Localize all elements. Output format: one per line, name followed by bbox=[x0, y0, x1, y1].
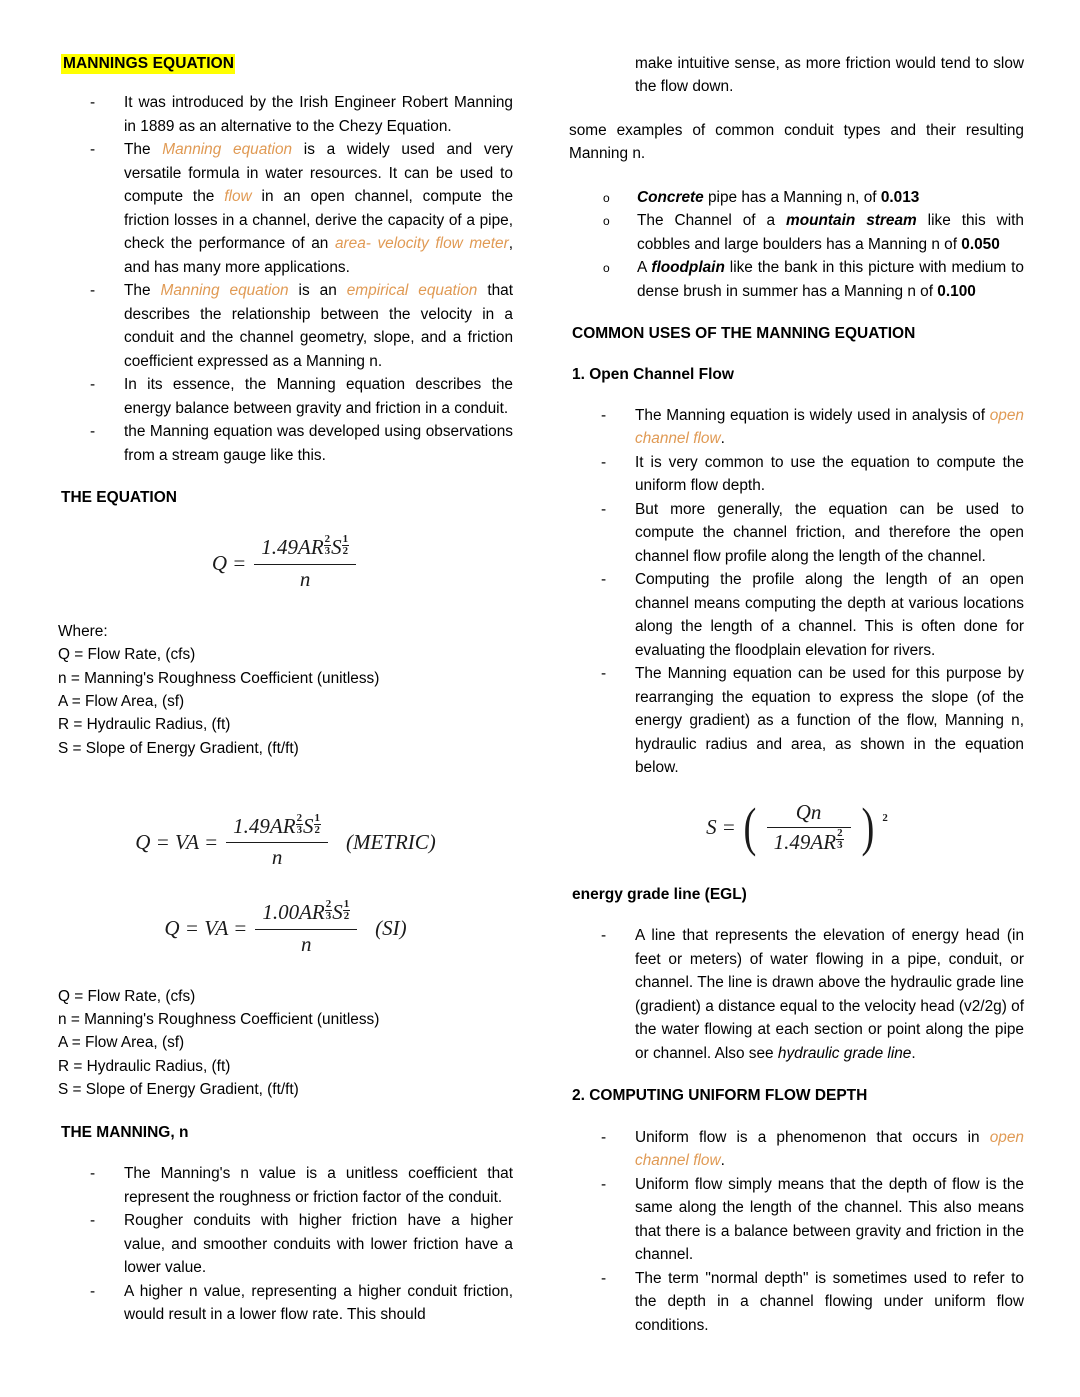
text-segment: But more generally, the equation can be used to compute the channel friction, and therefore the open channel flow profile along the length of the channel. bbox=[635, 500, 1024, 565]
where-label: Where: bbox=[58, 622, 108, 640]
definition-line: A = Flow Area, (sf) bbox=[58, 1034, 185, 1052]
si-denominator: n bbox=[301, 931, 312, 956]
bullet-marker: o bbox=[603, 261, 610, 276]
list-item bbox=[569, 498, 1024, 568]
si-r-exponent: $\frac{2}{3}$ bbox=[325, 897, 332, 922]
bullet-marker: - bbox=[90, 282, 96, 300]
text-segment: like the bank in this picture with medium to dense brush in summer has a Manning n of bbox=[637, 259, 1024, 300]
definition-line: S = Slope of Energy Gradient, (ft/ft) bbox=[58, 1081, 299, 1099]
text-segment: A higher n value, representing a higher conduit friction, would result in a lower flow rate. This should bbox=[124, 1282, 513, 1324]
text-segment: . bbox=[720, 1152, 725, 1170]
list-item bbox=[58, 1280, 513, 1327]
text-segment: 0.013 bbox=[880, 188, 920, 206]
si-equation bbox=[58, 897, 513, 956]
equation-lhs: Q bbox=[211, 551, 228, 576]
text-segment: the Manning equation was developed using observations from a stream gauge like this. bbox=[124, 423, 513, 464]
bullet-marker: - bbox=[601, 453, 607, 471]
spacer bbox=[569, 1114, 1024, 1126]
text-segment: Uniform flow is a phenomenon that occurs in bbox=[635, 1128, 990, 1146]
spacer bbox=[569, 303, 1024, 323]
list-item bbox=[58, 138, 513, 279]
common-uses-heading: COMMON USES OF THE MANNING EQUATION bbox=[572, 325, 916, 343]
si-s-exponent: $\frac{1}{2}$ bbox=[343, 897, 350, 922]
metric-denominator: n bbox=[271, 845, 283, 870]
text-segment: Manning equation bbox=[160, 282, 289, 300]
slope-fraction bbox=[767, 800, 851, 856]
bullet-marker: - bbox=[601, 1128, 607, 1146]
definition-line: A = Flow Area, (sf) bbox=[58, 692, 185, 710]
text-segment: Computing the profile along the length of an open channel means computing the depth at various locations along the length of a channel. This is often done for evaluating the floodplain elevation for rivers. bbox=[635, 571, 1024, 659]
s-var: S bbox=[331, 535, 342, 560]
left-column bbox=[58, 52, 513, 1327]
section-1-heading: 1. Open Channel Flow bbox=[572, 365, 734, 383]
si-vars: AR bbox=[299, 900, 325, 925]
text-segment: open channel flow bbox=[635, 406, 1024, 448]
si-lhs: Q = VA = bbox=[164, 916, 248, 941]
metric-s-exponent: $\frac{1}{2}$ bbox=[314, 811, 320, 836]
spacer bbox=[569, 107, 1024, 119]
spacer bbox=[58, 794, 513, 814]
bullet-marker: - bbox=[601, 927, 607, 945]
bullet-marker: - bbox=[90, 423, 96, 441]
text-segment: A line that represents the elevation of energy head (in feet or meters) of water flowing in a pipe, conduit, or channel. The line is drawn above the hydraulic grade line (gradient) a distance equal to the velocity head (v2/2g) of the water flowing at each section or point along the pipe or channel. Also see bbox=[635, 927, 1024, 1062]
text-segment: 0.050 bbox=[961, 235, 1000, 253]
text-segment: It was introduced by the Irish Engineer Robert Manning in 1889 as an alternative to the Chezy Equation. bbox=[124, 94, 513, 135]
spacer bbox=[569, 174, 1024, 186]
definition-line: R = Hydraulic Radius, (ft) bbox=[58, 716, 231, 734]
equation-numerator bbox=[254, 532, 356, 563]
si-s-var: S bbox=[332, 900, 343, 925]
spacer bbox=[569, 780, 1024, 800]
text-segment: empirical equation bbox=[346, 282, 478, 300]
text-segment: Rougher conduits with higher friction have a higher value, and smoother conduits with lower friction have a lower value. bbox=[124, 1212, 513, 1277]
text-segment: In its essence, the Manning equation describes the energy balance between gravity and friction in a conduit. bbox=[124, 376, 513, 417]
s-exponent: $\frac{1}{2}$ bbox=[342, 532, 349, 558]
examples-intro-paragraph: some examples of common conduit types and their resulting Manning n. bbox=[569, 121, 1024, 163]
text-segment: in an open channel, compute the friction losses in a channel, derive the capacity of a pipe, check the performance of an bbox=[124, 188, 514, 253]
text-segment: , and has many more applications. bbox=[124, 235, 513, 276]
bullet-marker: - bbox=[601, 500, 607, 518]
text-segment: floodplain bbox=[651, 259, 725, 277]
si-fraction bbox=[255, 897, 357, 956]
text-segment: Uniform flow simply means that the depth of flow is the same along the length of the channel. This also means that there is a balance between gravity and friction in the channel. bbox=[635, 1175, 1024, 1264]
text-segment: . bbox=[720, 430, 725, 448]
intro-bullet-list bbox=[58, 91, 513, 467]
si-coefficient: 1.00 bbox=[262, 900, 300, 925]
slope-outer-exponent: 2 bbox=[882, 811, 888, 824]
list-item bbox=[569, 1126, 1024, 1173]
egl-heading: energy grade line (EGL) bbox=[572, 885, 747, 903]
definitions-list-2 bbox=[58, 985, 513, 1102]
equation-fraction bbox=[254, 532, 356, 591]
spacer bbox=[58, 957, 513, 985]
text-segment: is an bbox=[288, 282, 347, 300]
text-segment: pipe has a Manning n, of bbox=[703, 188, 881, 206]
continuation-paragraph: make intuitive sense, as more friction would tend to slow the flow down. bbox=[635, 55, 1024, 96]
list-item bbox=[569, 256, 1024, 303]
the-manning-n-heading: THE MANNING, n bbox=[61, 1123, 189, 1141]
spacer bbox=[58, 1150, 513, 1162]
definitions-list-1 bbox=[58, 620, 513, 760]
definition-line: R = Hydraulic Radius, (ft) bbox=[58, 1057, 231, 1075]
metric-vars: AR bbox=[269, 814, 296, 839]
definition-line: n = Manning's Roughness Coefficient (unitless) bbox=[58, 1011, 380, 1029]
bullet-marker: - bbox=[90, 1212, 96, 1230]
bullet-marker: - bbox=[601, 1269, 607, 1287]
text-segment: The term "normal depth" is sometimes used to refer to the depth in a channel flowing under uniform flow conditions. bbox=[635, 1269, 1024, 1334]
text-segment: The Manning equation is widely used in analysis of bbox=[635, 406, 990, 424]
metric-numerator bbox=[226, 811, 328, 842]
metric-coefficient: 1.49 bbox=[233, 814, 270, 839]
slope-numerator: Qn bbox=[795, 799, 822, 824]
text-segment: It is very common to use the equation to compute the uniform flow depth. bbox=[635, 453, 1024, 495]
metric-fraction bbox=[226, 811, 328, 870]
slope-lhs: S bbox=[706, 815, 717, 840]
spacer bbox=[58, 592, 513, 620]
bullet-marker: - bbox=[90, 141, 96, 159]
page-title-highlighted: MANNINGS EQUATION bbox=[63, 55, 235, 72]
list-item bbox=[58, 420, 513, 467]
text-segment: mountain stream bbox=[786, 212, 917, 230]
slope-r-exponent: $\frac{2}{3}$ bbox=[837, 827, 843, 852]
two-column-layout bbox=[58, 52, 1022, 1337]
left-paren: ( bbox=[743, 797, 757, 858]
spacer bbox=[569, 1065, 1024, 1085]
text-segment: hydraulic grade line bbox=[777, 1044, 912, 1062]
text-segment: Concrete bbox=[637, 188, 704, 206]
list-item bbox=[569, 404, 1024, 451]
spacer bbox=[569, 856, 1024, 884]
text-segment: area- velocity flow meter bbox=[334, 235, 509, 253]
right-paren: ) bbox=[861, 797, 874, 858]
list-item bbox=[58, 1162, 513, 1209]
section-1-bullet-list bbox=[569, 404, 1024, 780]
list-item bbox=[569, 662, 1024, 779]
r-exponent: $\frac{2}{3}$ bbox=[324, 532, 331, 558]
spacer bbox=[569, 912, 1024, 924]
text-segment: The Manning's n value is a unitless coefficient that represent the roughness or friction factor of the conduit. bbox=[124, 1165, 513, 1206]
text-segment: The bbox=[124, 141, 163, 159]
list-item bbox=[569, 1267, 1024, 1337]
text-segment: Manning equation bbox=[162, 141, 293, 159]
main-manning-equation bbox=[58, 532, 513, 591]
slope-coefficient: 1.49 bbox=[773, 829, 811, 854]
definition-line: Q = Flow Rate, (cfs) bbox=[58, 987, 196, 1005]
spacer bbox=[58, 467, 513, 487]
text-segment: flow bbox=[224, 188, 252, 206]
equation-equals: = bbox=[232, 551, 247, 576]
list-item bbox=[569, 451, 1024, 498]
spacer bbox=[58, 760, 513, 794]
list-item bbox=[58, 279, 513, 373]
bullet-marker: - bbox=[601, 1175, 607, 1193]
bullet-marker: o bbox=[603, 214, 610, 229]
definition-line: S = Slope of Energy Gradient, (ft/ft) bbox=[58, 739, 299, 757]
definition-line: Q = Flow Rate, (cfs) bbox=[58, 646, 196, 664]
slope-equals: = bbox=[721, 815, 736, 840]
list-item bbox=[569, 568, 1024, 662]
bullet-marker: - bbox=[601, 406, 607, 424]
manning-n-bullet-list bbox=[58, 1162, 513, 1326]
si-numerator bbox=[255, 897, 357, 928]
bullet-marker: - bbox=[90, 1282, 96, 1300]
si-unit-label: (SI) bbox=[375, 916, 407, 941]
slope-denominator bbox=[767, 828, 851, 856]
list-item bbox=[58, 91, 513, 138]
text-segment: is a widely used and very versatile formula in water resources. It can be used to compute the bbox=[124, 141, 513, 206]
list-item bbox=[569, 209, 1024, 256]
metric-equation bbox=[58, 811, 513, 870]
definition-line: n = Manning's Roughness Coefficient (unitless) bbox=[58, 669, 380, 687]
metric-unit-label: (METRIC) bbox=[345, 829, 436, 854]
slope-equation bbox=[569, 797, 1024, 858]
text-segment: The bbox=[124, 282, 161, 300]
text-segment: The Manning equation can be used for this purpose by rearranging the equation to express the slope (of the energy gradient) as a function of the flow, Manning n, hydraulic radius and area, as shown in the equation below. bbox=[635, 665, 1024, 777]
list-item bbox=[569, 924, 1024, 1065]
numerator-vars: AR bbox=[298, 535, 324, 560]
list-item bbox=[569, 186, 1024, 209]
right-column bbox=[569, 52, 1024, 1337]
text-segment: open channel flow bbox=[635, 1128, 1024, 1170]
metric-r-exponent: $\frac{2}{3}$ bbox=[296, 811, 303, 836]
bullet-marker: - bbox=[90, 94, 96, 112]
slope-vars: AR bbox=[810, 829, 837, 854]
section-2-bullet-list bbox=[569, 1126, 1024, 1337]
spacer bbox=[569, 392, 1024, 404]
bullet-marker: - bbox=[90, 1165, 96, 1183]
numerator-coefficient: 1.49 bbox=[261, 535, 299, 560]
spacer bbox=[569, 352, 1024, 364]
metric-s-var: S bbox=[303, 814, 314, 839]
section-2-heading: 2. COMPUTING UNIFORM FLOW DEPTH bbox=[572, 1087, 868, 1105]
list-item bbox=[58, 1209, 513, 1279]
metric-lhs: Q = VA = bbox=[135, 829, 219, 854]
list-item bbox=[58, 373, 513, 420]
text-segment: that describes the relationship between the velocity in a conduit and the channel geometry, slope, and a friction coefficient expressed as a Manning n. bbox=[124, 282, 514, 370]
the-equation-heading: THE EQUATION bbox=[61, 489, 177, 506]
spacer bbox=[58, 1102, 513, 1122]
text-segment: A bbox=[637, 259, 652, 277]
conduit-examples-list bbox=[569, 186, 1024, 303]
text-segment: The Channel of a bbox=[637, 212, 787, 230]
bullet-marker: o bbox=[603, 190, 610, 205]
text-segment: like this with cobbles and large boulders has a Manning n of bbox=[637, 212, 1024, 253]
page-title bbox=[61, 52, 513, 75]
list-item bbox=[569, 1173, 1024, 1267]
egl-bullet-list bbox=[569, 924, 1024, 1065]
bullet-marker: - bbox=[601, 571, 607, 589]
text-segment: 0.100 bbox=[937, 282, 976, 300]
equation-denominator: n bbox=[299, 566, 311, 591]
bullet-marker: - bbox=[601, 665, 607, 683]
bullet-marker: - bbox=[90, 376, 96, 394]
text-segment: . bbox=[911, 1044, 916, 1062]
